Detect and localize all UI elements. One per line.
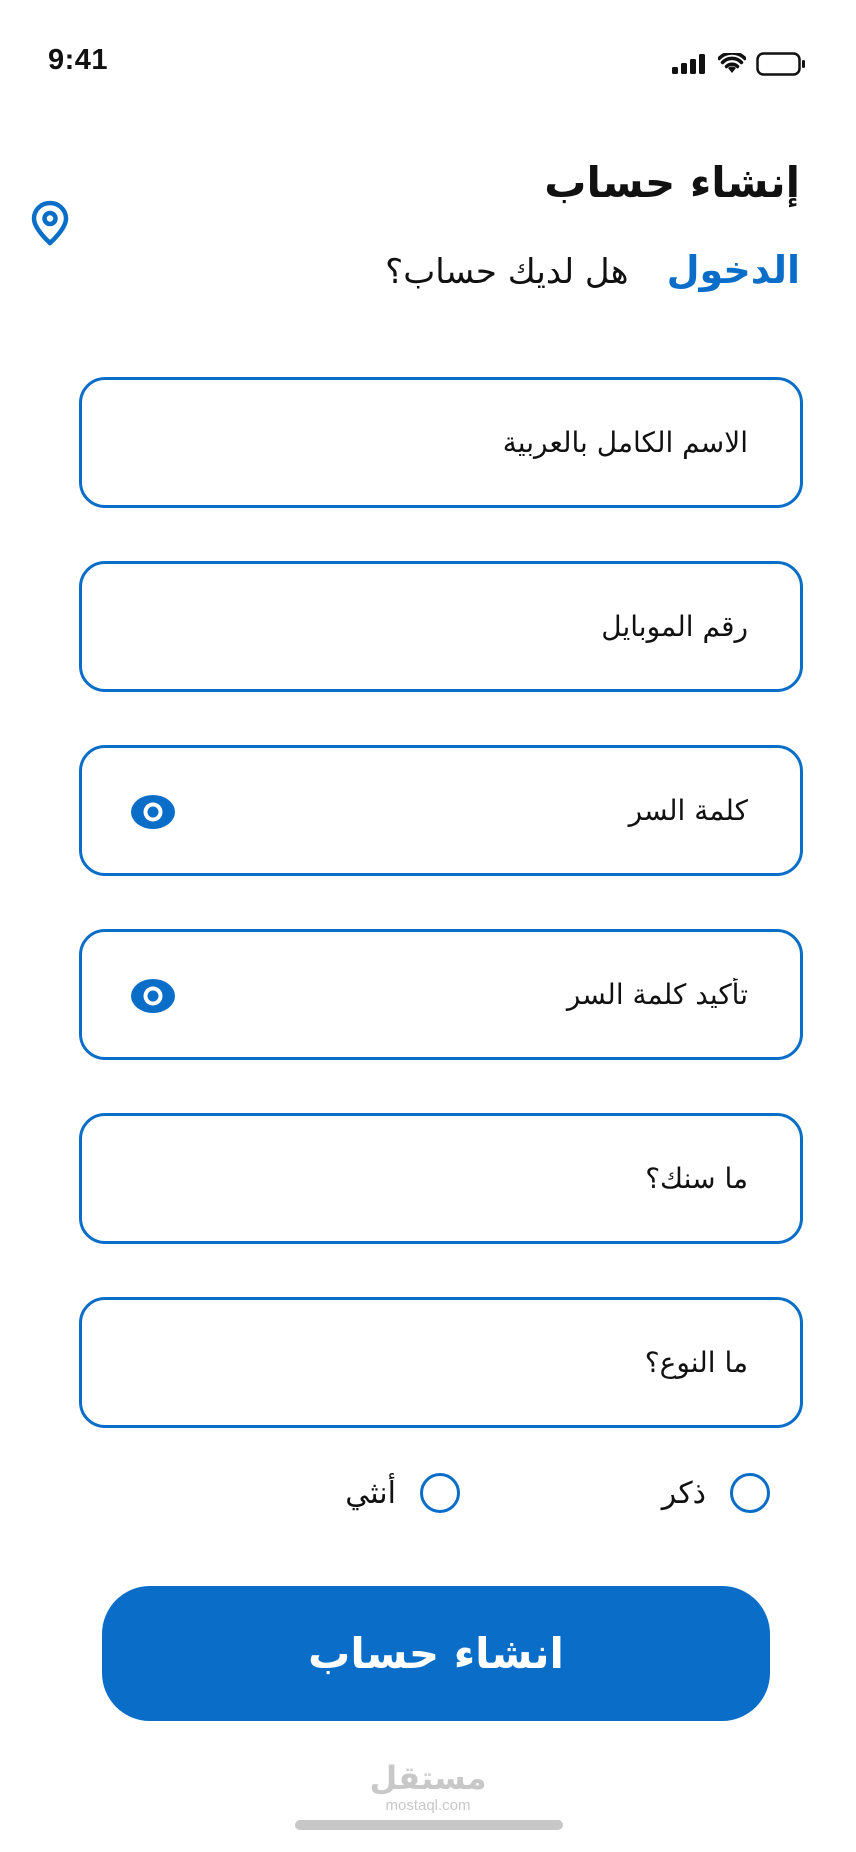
wifi-icon <box>718 53 746 75</box>
password-input[interactable] <box>208 748 748 873</box>
female-label: أنثي <box>345 1475 396 1511</box>
eye-icon[interactable] <box>130 976 176 1016</box>
male-radio[interactable] <box>730 1473 770 1513</box>
gender-female-option[interactable] <box>345 1465 460 1521</box>
eye-icon[interactable] <box>130 792 176 832</box>
confirm-password-input[interactable] <box>208 932 748 1057</box>
signal-icon <box>672 54 708 74</box>
gender-male-option[interactable] <box>662 1465 770 1521</box>
gender-field <box>79 1297 803 1428</box>
mobile-input[interactable] <box>208 564 748 689</box>
have-account-question: هل لديك حساب؟ <box>385 252 629 292</box>
login-prompt <box>385 248 800 292</box>
confirm-password-field <box>79 929 803 1060</box>
watermark-arabic: مستقل <box>369 1759 487 1797</box>
mobile-field <box>79 561 803 692</box>
status-bar <box>0 0 856 110</box>
age-field <box>79 1113 803 1244</box>
create-account-button[interactable]: انشاء حساب <box>102 1586 770 1721</box>
male-label: ذكر <box>661 1475 706 1511</box>
status-time: 9:41 <box>48 44 109 76</box>
gender-input[interactable] <box>208 1300 748 1425</box>
full-name-field <box>79 377 803 508</box>
page-title: إنشاء حساب <box>544 158 800 207</box>
login-link[interactable]: الدخول <box>666 248 800 292</box>
password-field <box>79 745 803 876</box>
location-pin-icon[interactable] <box>30 200 70 246</box>
home-indicator[interactable] <box>295 1820 563 1830</box>
full-name-input[interactable] <box>208 380 748 505</box>
watermark-latin: mostaql.com <box>385 1797 471 1814</box>
female-radio[interactable] <box>420 1473 460 1513</box>
watermark <box>0 1759 856 1814</box>
status-icons <box>672 52 806 76</box>
age-input[interactable] <box>208 1116 748 1241</box>
battery-icon <box>756 52 806 76</box>
